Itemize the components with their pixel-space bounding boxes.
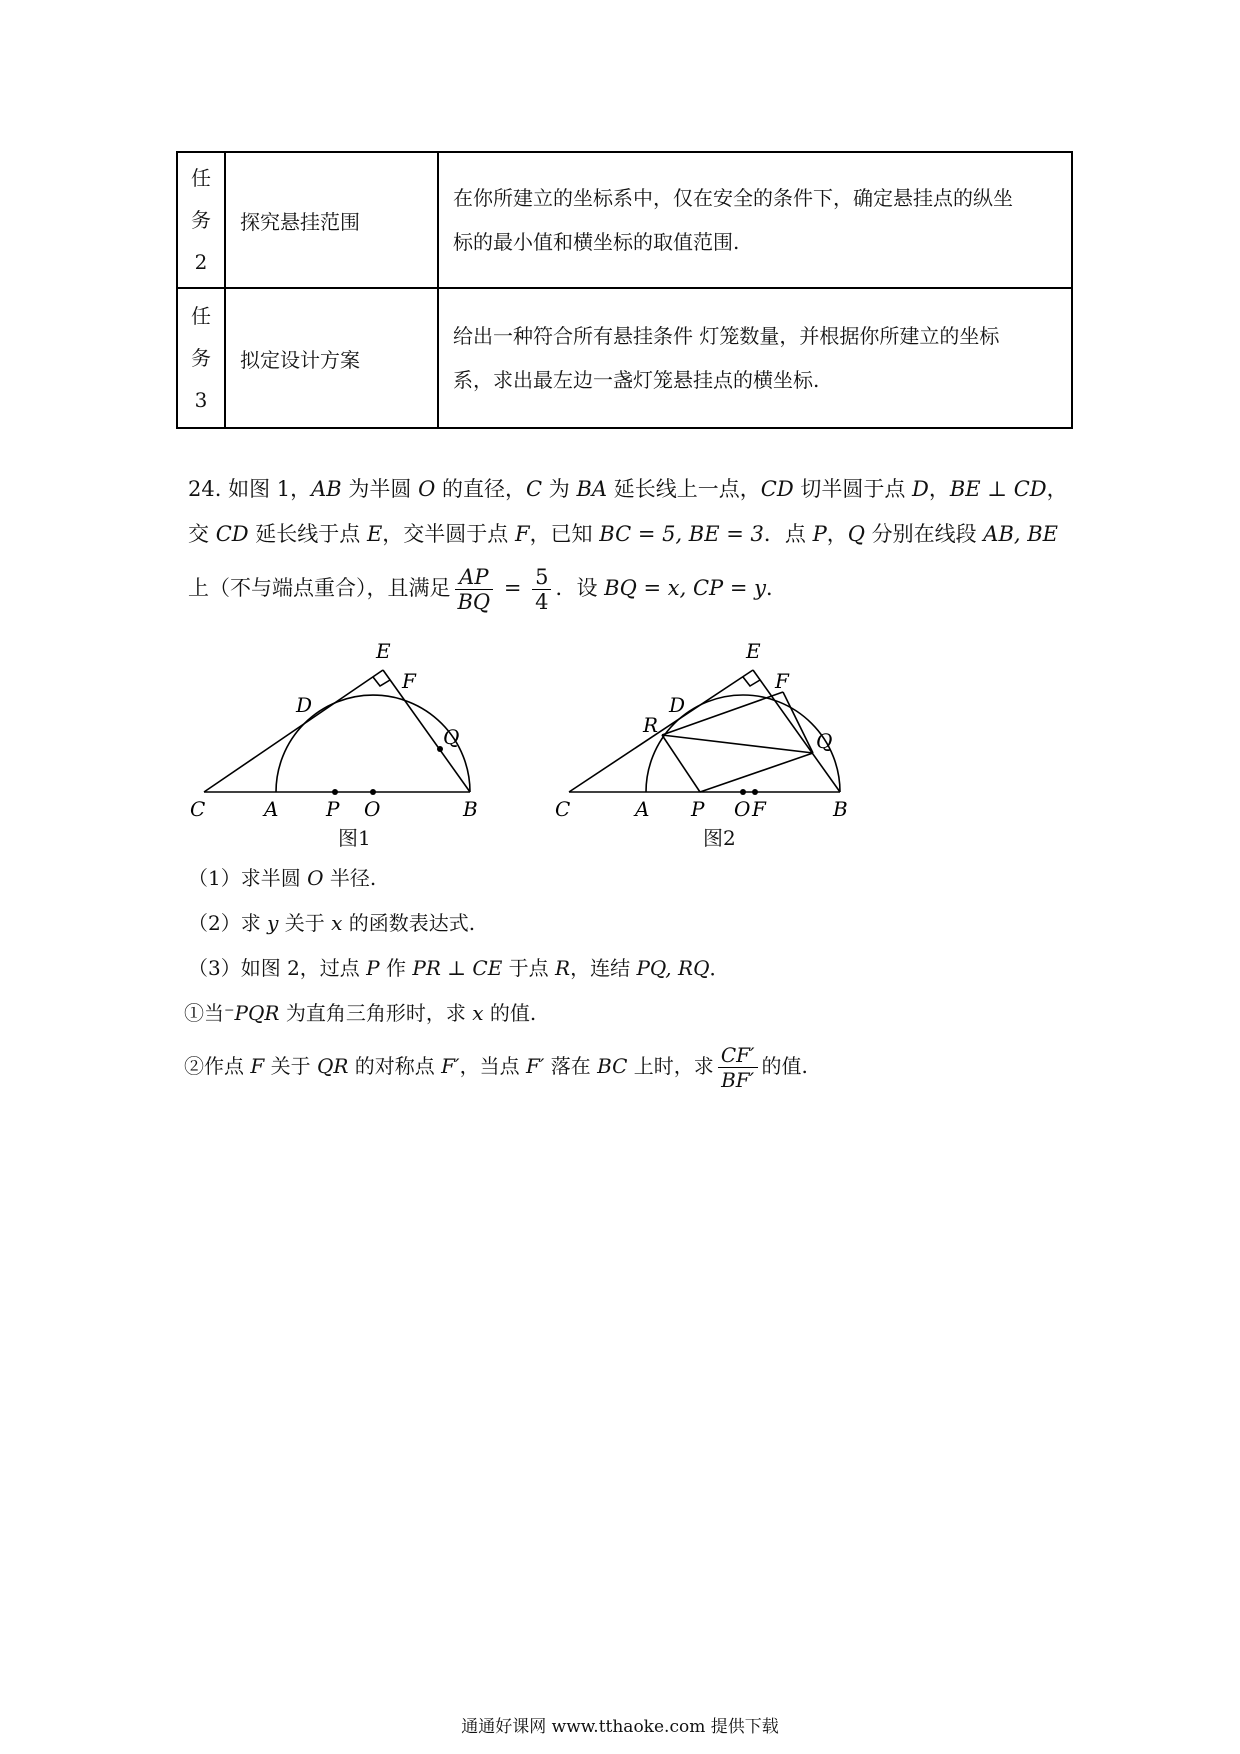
text: 的值. xyxy=(761,1054,808,1078)
fig2-label: A xyxy=(635,797,650,820)
fig2-right-angle xyxy=(743,677,760,686)
text: 的对称点 xyxy=(348,1054,442,1078)
fig2-label: Q xyxy=(816,729,833,753)
math: PR ⊥ CE xyxy=(412,956,503,980)
fig1-point-p xyxy=(332,789,338,795)
fig2-label: D xyxy=(669,693,686,717)
math: F xyxy=(250,1054,265,1078)
numerator: CF′ xyxy=(718,1043,758,1068)
figure-1-caption: 图1 xyxy=(338,826,371,850)
text: 为直角三角形时，求 xyxy=(279,1001,473,1025)
question-3-part-1 xyxy=(184,997,536,1026)
text: 作 xyxy=(379,956,413,980)
math: F′ xyxy=(525,1054,545,1078)
math: O xyxy=(418,477,436,501)
fraction-ap-bq xyxy=(455,565,494,614)
fig2-label: F xyxy=(752,797,766,820)
text: 切半圆于点 xyxy=(793,477,913,501)
text: 上时，求 xyxy=(627,1054,714,1078)
text: （1）求半圆 xyxy=(188,866,308,890)
fig1-label: O xyxy=(364,797,381,820)
math: Q xyxy=(847,522,865,546)
text: ， xyxy=(1046,477,1068,501)
fig1-label: F xyxy=(402,669,416,693)
question-3 xyxy=(188,952,729,981)
math: P xyxy=(366,956,380,980)
figure-2 xyxy=(545,640,875,820)
text: 分别在线段 xyxy=(864,522,984,546)
text: 的直径， xyxy=(435,477,527,501)
text: 半径. xyxy=(323,866,377,890)
text: ．设 xyxy=(555,576,605,600)
math: P xyxy=(812,522,827,546)
math: BC = 5, BE = 3 xyxy=(599,522,764,546)
text: = xyxy=(497,576,529,600)
text: 于点 xyxy=(502,956,556,980)
text: 交 xyxy=(188,522,216,546)
fig1-label: C xyxy=(190,797,206,820)
fig1-label: B xyxy=(463,797,478,820)
fig1-label: Q xyxy=(443,725,460,749)
math: y xyxy=(267,911,279,935)
task-tag-char: 2 xyxy=(194,250,208,274)
text: 上（不与端点重合），且满足 xyxy=(188,576,451,600)
fig2-line-fq xyxy=(783,692,813,753)
task-row-2 xyxy=(177,152,1072,288)
fig1-label: A xyxy=(264,797,279,820)
fig2-label: B xyxy=(833,797,848,820)
text: ． xyxy=(765,576,787,600)
numerator: AP xyxy=(455,565,494,590)
task-row-3 xyxy=(177,288,1072,428)
math: AB, BE xyxy=(983,522,1058,546)
math: F′ xyxy=(441,1054,460,1078)
problem-line-3 xyxy=(188,565,787,614)
math: BQ = x, CP = y xyxy=(604,576,766,600)
denominator: BF′ xyxy=(721,1068,755,1092)
math: x xyxy=(472,1001,484,1025)
math: CD xyxy=(215,522,249,546)
math: ⁻PQR xyxy=(224,1001,280,1025)
task-tag-char: 任 xyxy=(191,304,211,328)
question-2 xyxy=(188,907,475,936)
text: 落在 xyxy=(544,1054,598,1078)
question-3-part-2 xyxy=(184,1043,808,1092)
text: 延长线于点 xyxy=(248,522,367,546)
task-tag-char: 务 xyxy=(191,208,211,232)
task-table xyxy=(176,151,1073,429)
text: 如图 1， xyxy=(228,477,312,501)
math: R xyxy=(555,956,571,980)
text: ②作点 xyxy=(184,1054,251,1078)
fig2-label: O xyxy=(734,797,751,820)
math: BA xyxy=(576,477,608,501)
math: E xyxy=(366,522,383,546)
text: （3）如图 2，过点 xyxy=(188,956,367,980)
text: ． xyxy=(709,956,730,980)
math: O xyxy=(307,866,324,890)
math: D xyxy=(912,477,929,501)
task-name: 探究悬挂范围 xyxy=(225,152,438,288)
fig2-label: E xyxy=(746,640,761,663)
text: 延长线上一点， xyxy=(607,477,761,501)
text: ， xyxy=(826,522,848,546)
text: 的值. xyxy=(483,1001,537,1025)
fraction-5-4 xyxy=(532,565,551,614)
task-description-line: 在你所建立的坐标系中，仅在安全的条件下，确定悬挂点的纵坐 xyxy=(453,186,1013,210)
figure-1 xyxy=(180,640,510,820)
text: ，连结 xyxy=(570,956,637,980)
math: AB xyxy=(311,477,342,501)
fig2-point-f xyxy=(752,789,758,795)
text: 为半圆 xyxy=(341,477,419,501)
task-tag-char: 3 xyxy=(194,388,208,412)
numerator: 5 xyxy=(532,565,551,590)
task-name: 拟定设计方案 xyxy=(225,288,438,428)
text: 为 xyxy=(542,477,577,501)
fig2-label: C xyxy=(555,797,571,820)
math: F xyxy=(514,522,530,546)
page-footer: 通通好课网 www.tthaoke.com 提供下载 xyxy=(461,1717,779,1737)
math: C xyxy=(526,477,543,501)
math: BC xyxy=(597,1054,628,1078)
fig2-point-o xyxy=(740,789,746,795)
text: 关于 xyxy=(264,1054,317,1078)
question-1 xyxy=(188,862,376,891)
math: x xyxy=(331,911,343,935)
fig2-line-pr xyxy=(662,735,700,792)
task-description xyxy=(438,152,1072,288)
text: ，交半圆于点 xyxy=(382,522,515,546)
task-tag xyxy=(177,288,225,428)
fig2-label: R xyxy=(643,713,659,737)
fig2-label: F xyxy=(775,669,789,693)
denominator: BQ xyxy=(457,590,491,614)
fig1-line-ce xyxy=(204,670,383,792)
problem-number: 24. xyxy=(188,477,222,501)
fig2-line-rq xyxy=(662,735,813,753)
text: ，当点 xyxy=(459,1054,526,1078)
task-description xyxy=(438,288,1072,428)
text: ，已知 xyxy=(529,522,600,546)
math: PQ, RQ xyxy=(636,956,710,980)
fig1-label: E xyxy=(376,640,391,663)
problem-line-1 xyxy=(188,473,1068,503)
fig1-label: D xyxy=(296,693,313,717)
math: CD xyxy=(760,477,794,501)
math: BE ⊥ CD xyxy=(949,477,1047,501)
text: ①当 xyxy=(184,1001,224,1025)
denominator: 4 xyxy=(535,590,549,614)
fig2-label: P xyxy=(691,797,705,820)
task-tag xyxy=(177,152,225,288)
text: ， xyxy=(928,477,950,501)
fig2-line-ce xyxy=(569,670,753,792)
fig1-label: P xyxy=(326,797,340,820)
task-tag-char: 任 xyxy=(191,166,211,190)
task-description-line: 系，求出最左边一盏灯笼悬挂点的横坐标. xyxy=(453,368,820,392)
fraction-cf-bf xyxy=(718,1043,758,1092)
text: 关于 xyxy=(278,911,332,935)
fig1-right-angle xyxy=(373,677,390,686)
text: ．点 xyxy=(763,522,813,546)
task-description-line: 给出一种符合所有悬挂条件 灯笼数量，并根据你所建立的坐标 xyxy=(453,324,1000,348)
fig2-line-pq xyxy=(700,753,813,792)
task-description-line: 标的最小值和横坐标的取值范围. xyxy=(453,230,740,254)
task-tag-char: 务 xyxy=(191,346,211,370)
math: QR xyxy=(316,1054,349,1078)
problem-line-2 xyxy=(188,518,1058,548)
text: 的函数表达式. xyxy=(342,911,476,935)
text: （2）求 xyxy=(188,911,268,935)
fig1-point-o xyxy=(370,789,376,795)
figure-2-caption: 图2 xyxy=(703,826,736,850)
